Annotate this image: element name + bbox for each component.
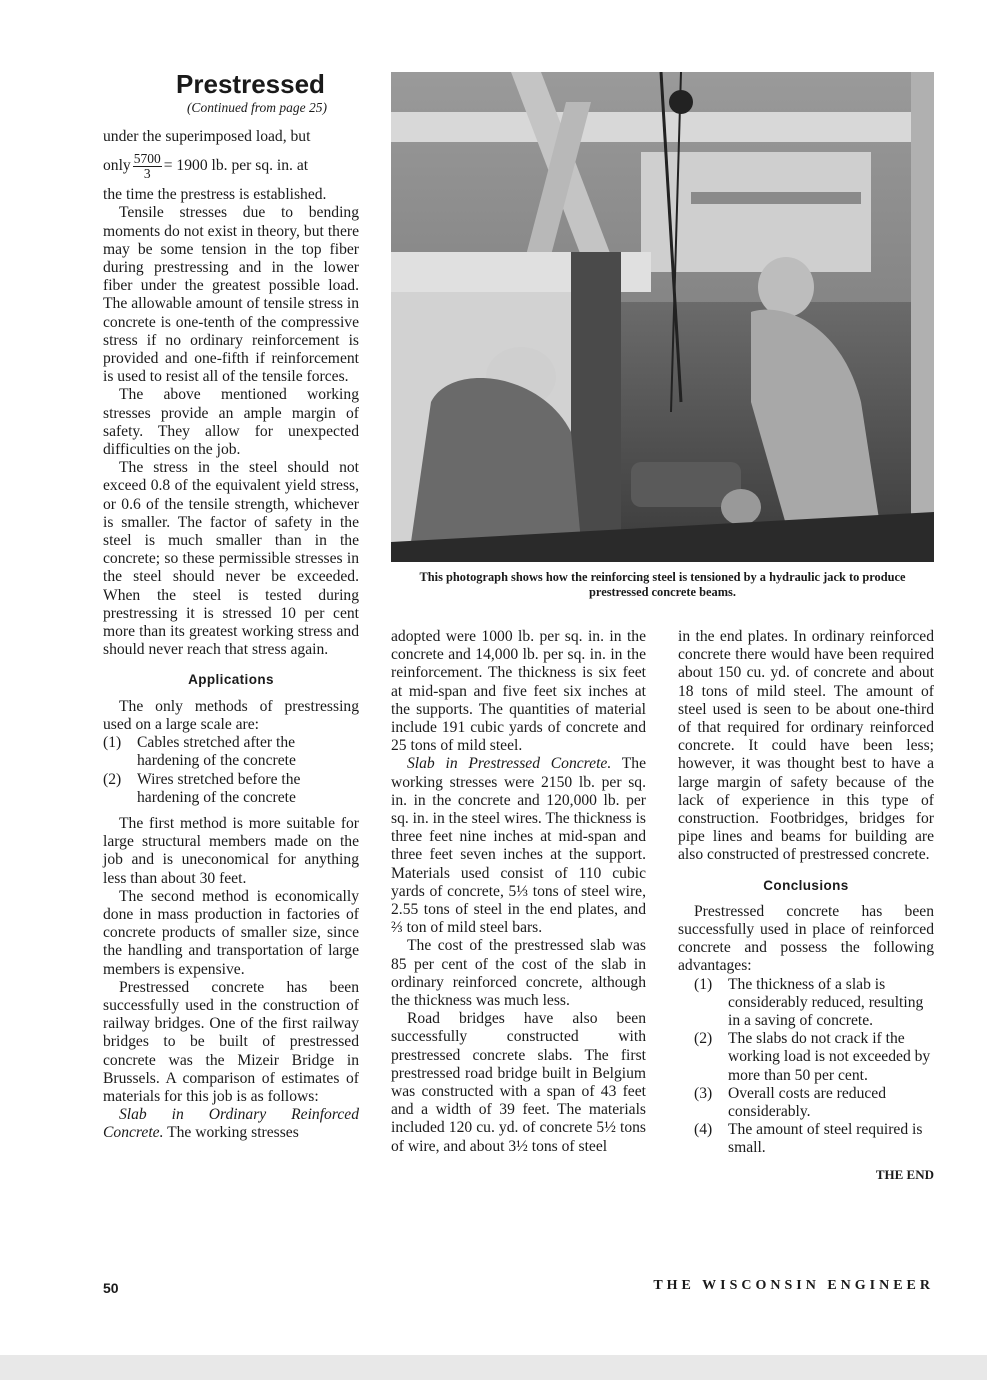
equation-suffix: = 1900 lb. per sq. in. at	[163, 157, 309, 175]
list-number: (2)	[103, 770, 122, 788]
scan-bottom-edge	[0, 1355, 987, 1380]
column-2	[391, 628, 646, 1156]
column-1	[103, 128, 359, 1143]
paragraph: under the superimposed load, but	[103, 128, 311, 145]
photo-caption: This photograph shows how the reinforcing steel is tensioned by a hydraulic jack to produce prestressed concrete beams.	[419, 570, 906, 599]
list-item	[694, 1121, 934, 1157]
list-number: (4)	[694, 1121, 713, 1139]
fraction-denominator: 3	[143, 165, 151, 181]
paragraph: The only methods of prestressing used on a large scale are:	[103, 697, 359, 733]
list-text: Cables stretched after the hardening of the concrete	[137, 734, 296, 770]
methods-list	[103, 734, 359, 807]
advantages-list	[694, 976, 934, 1158]
paragraph: Tensile stresses due to bending moments do not exist in theory, but there may be some tension in the top fiber during prestressing and in the lower fiber under the greatest possible load. The allowable amount of tensile stress in concrete is one-tenth of the compressive stress if no ordinary reinforcement is provided and one-fifth if reinforcement is used to resist all of the tensile forces.	[103, 204, 359, 386]
list-number: (3)	[694, 1084, 713, 1102]
paragraph: the time the prestress is established.	[103, 186, 327, 204]
list-number: (1)	[694, 975, 713, 993]
column-3	[678, 628, 934, 1184]
paragraph: Prestressed concrete has been successfully used in the construction of railway bridges. One of the first railway bridges to be built of prestressed concrete was the Mizeir Bridge in Brussels. A comparison of estimates of materials for this job is as follows:	[103, 978, 359, 1105]
workers-hydraulic-jack-photo	[391, 72, 934, 562]
fraction-numerator: 5700	[133, 150, 161, 166]
paragraph: The second method is economically done in mass production in factories of concrete products of smaller size, since the handling and transportation of large members is expensive.	[103, 887, 359, 978]
list-number: (1)	[103, 734, 122, 752]
paragraph-text: The working stresses	[167, 1124, 299, 1142]
list-text: The slabs do not crack if the working load is not exceeded by more than 50 per cent.	[728, 1030, 931, 1084]
paragraph: The cost of the prestressed slab was 85 per cent of the cost of the slab in ordinary reinforced concrete, although the thickness was much less.	[391, 937, 646, 1010]
equation-prefix: only	[103, 157, 131, 175]
continued-note: (Continued from page 25)	[186, 100, 328, 115]
fraction	[133, 152, 162, 181]
section-heading: Applications	[188, 672, 274, 688]
paragraph: The stress in the steel should not exceed 0.8 of the equivalent yield stress, or 0.6 of the tensile strength, whichever is smaller. The factor of safety in the steel is much smaller than in the concrete; so these permissible stresses in the steel should never be exceeded. When the steel is tested during prestressing it is stressed 10 per cent more than its greatest working stress and should never reach that stress again.	[103, 459, 359, 659]
list-number: (2)	[694, 1030, 713, 1048]
paragraph: Prestressed concrete has been successfully used in place of reinforced concrete and possess the following advantages:	[678, 902, 934, 975]
equation-line	[103, 146, 359, 186]
paragraph: Road bridges have also been successfully constructed with prestressed concrete slabs. The first prestressed road bridge built in Belgium was constructed with a span of 43 feet and a width of 39 feet. The materials included 120 cu. yd. of concrete 5½ tons of wire, and about 3½ tons of steel	[391, 1010, 646, 1155]
magazine-name: THE WISCONSIN ENGINEER	[653, 1278, 934, 1293]
paragraph	[103, 1106, 359, 1142]
paragraph: The above mentioned working stresses provide an ample margin of safety. They allow for unexpected difficulties on the job.	[103, 386, 359, 459]
italic-lead: Slab in Prestressed Concrete.	[407, 755, 612, 773]
page-number: 50	[103, 1280, 119, 1296]
paragraph: adopted were 1000 lb. per sq. in. in the concrete and 14,000 lb. per sq. in. in the reinforcement. The thickness is six feet at mid-span and five feet six inches at the supports. The quantities of material include 191 cubic yards of concrete and 25 tons of mild steel.	[391, 628, 646, 755]
list-item	[694, 1085, 934, 1121]
paragraph-text: The working stresses were 2150 lb. per sq. in. in the concrete and 120,000 lb. per sq. in. in the steel wires. The thickness is three feet nine inches at mid-span and three feet seven inches at the support. Materials used consist of 110 cubic yards of concrete, 5⅓ tons of steel wire, 2.55 tons of steel in the end plates, and ⅔ ton of mild steel bars.	[391, 755, 646, 937]
list-item	[694, 1030, 934, 1085]
the-end-mark: THE END	[875, 1166, 934, 1182]
article-title: Prestressed	[176, 69, 325, 99]
list-text: Wires stretched before the hardening of the concrete	[137, 770, 301, 806]
paragraph: in the end plates. In ordinary reinforced concrete there would have been required about 150 cu. yd. of concrete and about 18 tons of mild steel. The amount of steel used is seen to be about one-third of that required for ordinary reinforced concrete. It could have been less; however, it was thought best to have a large margin of safety because of the lack of experience in this type of construction. Footbridges, bridges for pipe lines and beams for building are also constructed of prestressed concrete.	[678, 628, 934, 864]
list-item	[103, 734, 359, 770]
section-heading: Conclusions	[763, 877, 849, 893]
list-text: The thickness of a slab is considerably reduced, resulting in a saving of concrete.	[728, 975, 924, 1030]
paragraph: The first method is more suitable for large structural members made on the job and is uneconomical for anything less than about 30 feet.	[103, 814, 359, 887]
italic-lead: Slab in Ordinary Reinforced Concrete.	[103, 1106, 359, 1142]
paragraph	[391, 755, 646, 937]
list-item	[103, 771, 359, 807]
list-text: The amount of steel required is small.	[728, 1121, 923, 1157]
article-photo	[391, 72, 934, 562]
list-item	[694, 976, 934, 1031]
list-text: Overall costs are reduced considerably.	[728, 1084, 887, 1121]
